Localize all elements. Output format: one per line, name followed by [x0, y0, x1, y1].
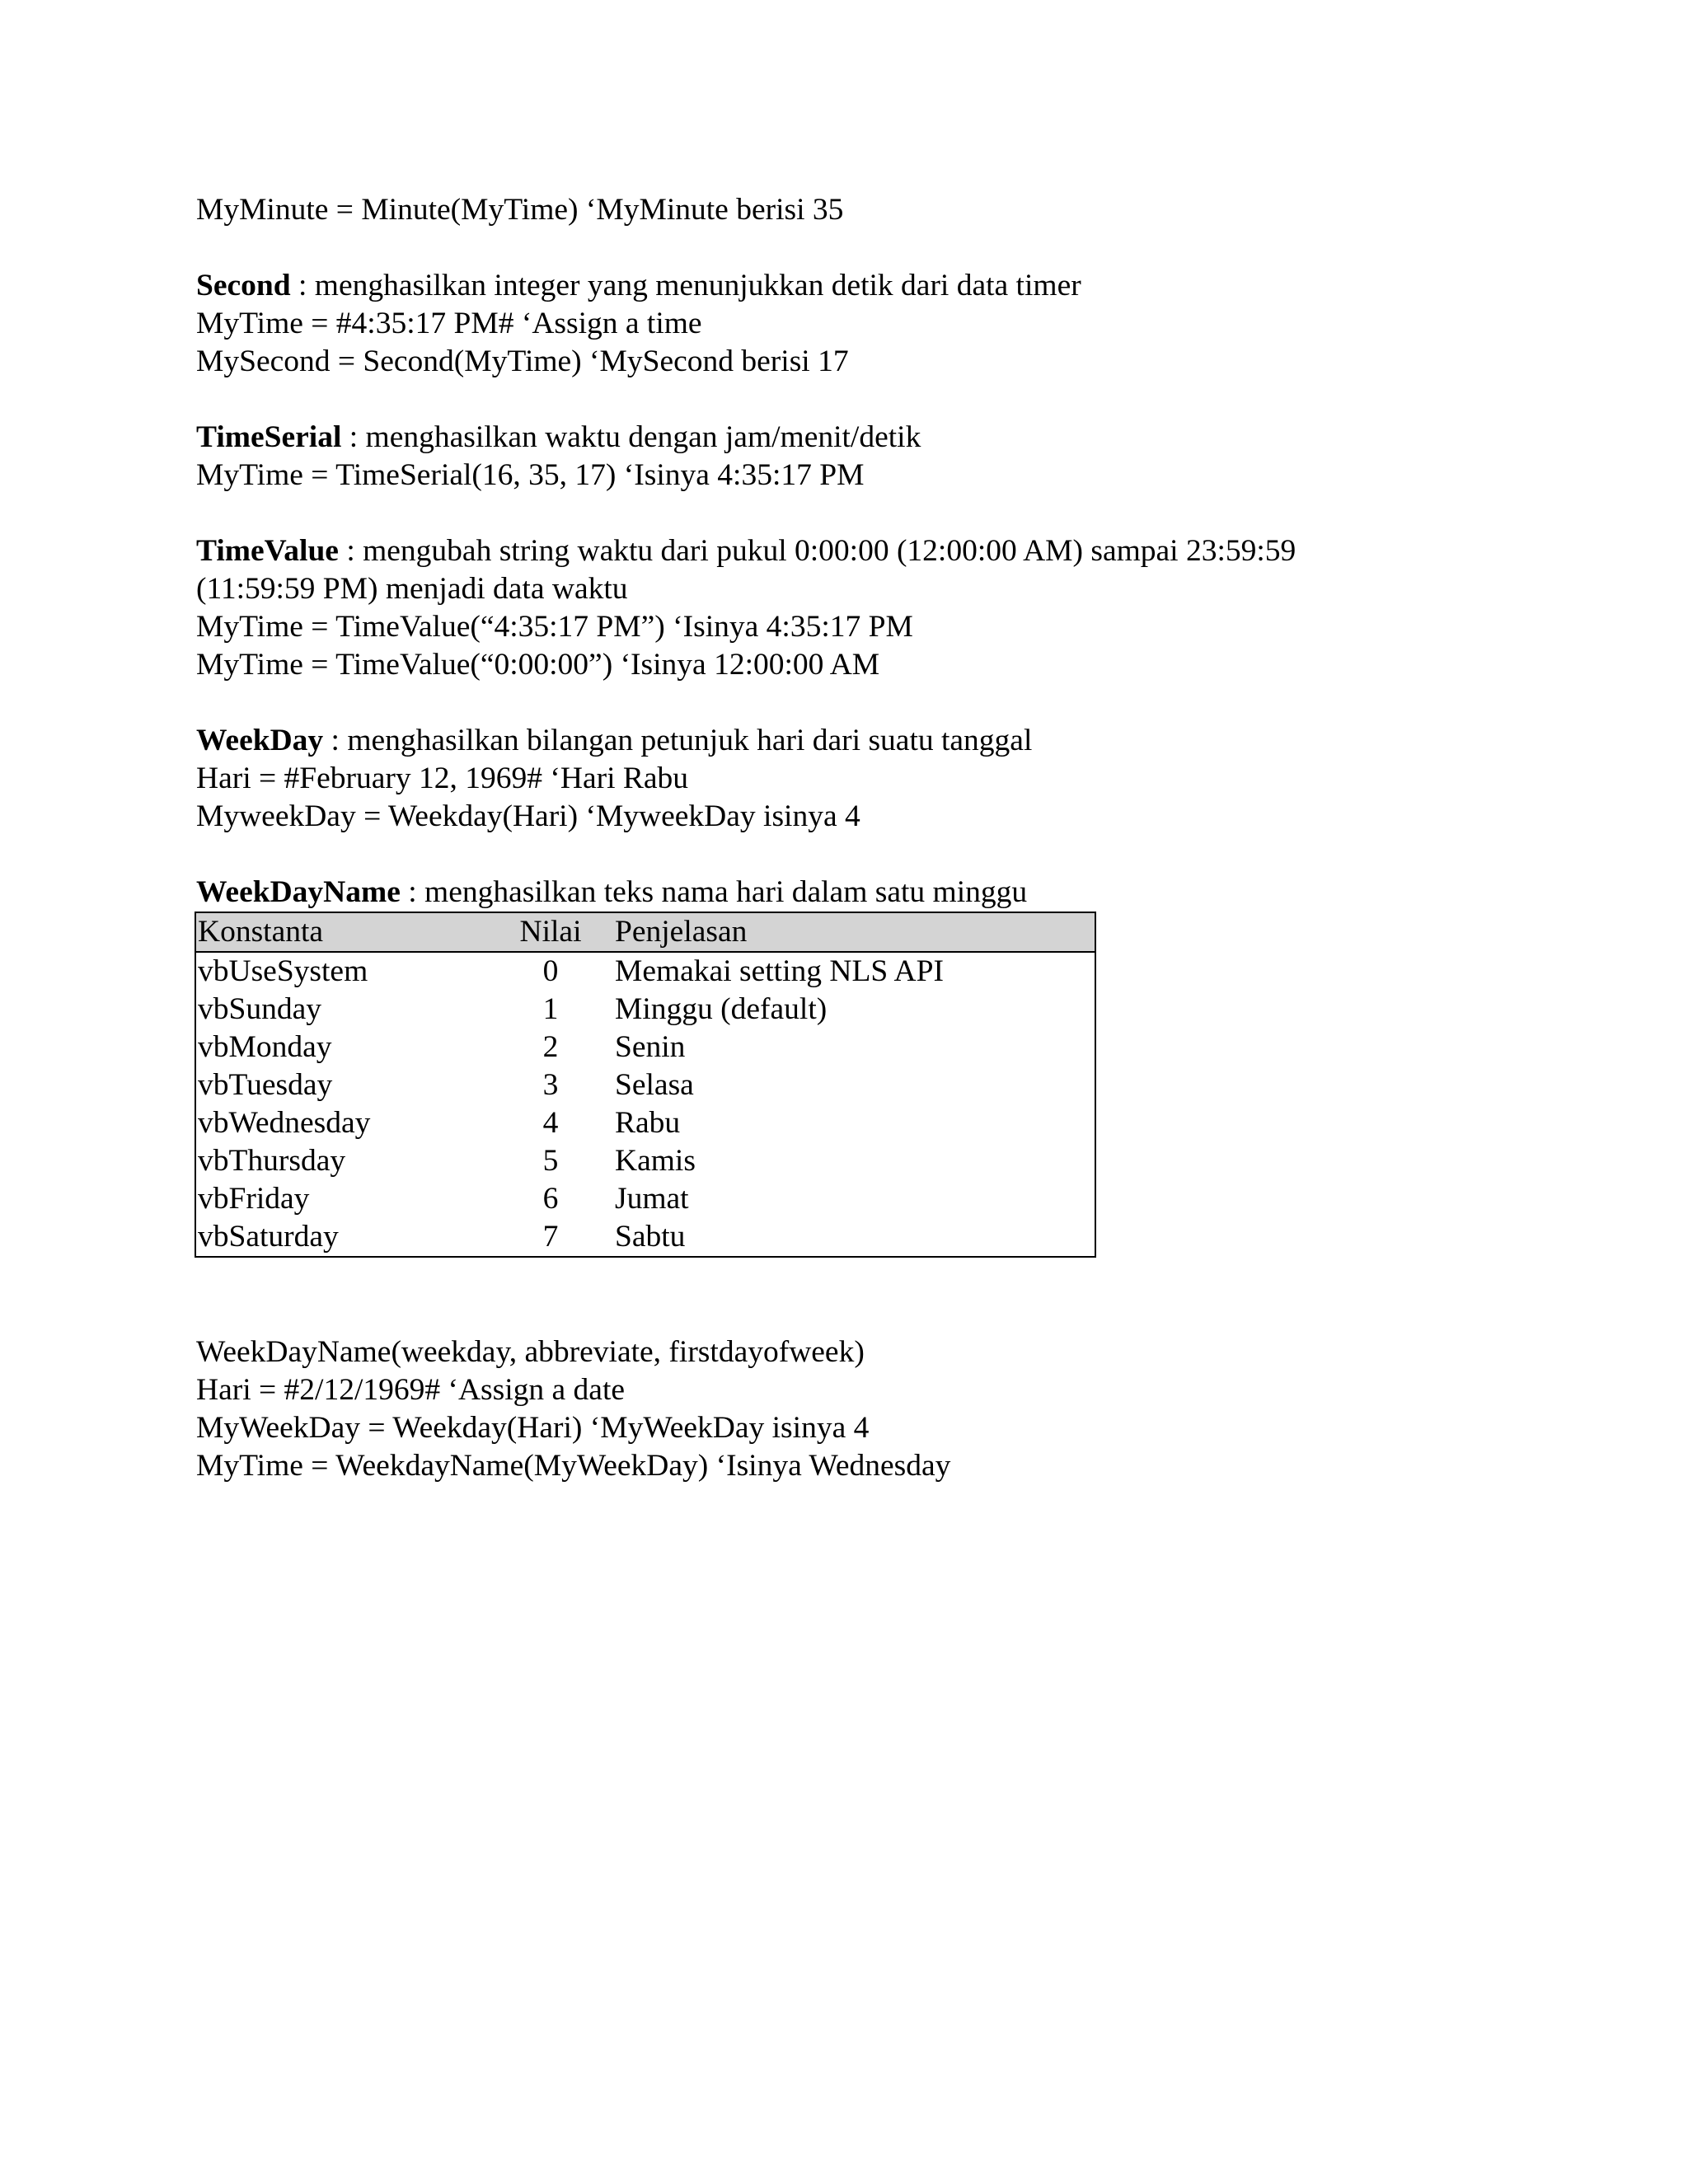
weekdayname-example-1: Hari = #2/12/1969# ‘Assign a date	[196, 1373, 626, 1407]
header-penjelasan: Penjelasan	[615, 915, 748, 949]
timeserial-example: MyTime = TimeSerial(16, 35, 17) ‘Isinya 4:35:17 PM	[196, 458, 865, 492]
spacer	[196, 494, 1515, 532]
table-header-row	[195, 912, 1095, 952]
cell-konstanta: vbTuesday	[198, 1068, 333, 1102]
cell-konstanta: vbWednesday	[198, 1106, 371, 1140]
spacer	[196, 381, 1515, 419]
timeserial-definition	[196, 419, 1515, 457]
cell-penjelasan: Sabtu	[615, 1220, 686, 1254]
cell-nilai: 2	[542, 1030, 559, 1064]
table-row	[195, 952, 1095, 991]
timevalue-example-2: MyTime = TimeValue(“0:00:00”) ‘Isinya 12:00:00 AM	[196, 648, 880, 682]
timevalue-example-1: MyTime = TimeValue(“4:35:17 PM”) ‘Isinya 4:35:17 PM	[196, 610, 913, 644]
timevalue-definition	[196, 532, 1515, 570]
second-term: Second	[196, 269, 291, 302]
cell-konstanta: vbThursday	[198, 1144, 346, 1178]
weekdayname-term: WeekDayName	[196, 875, 401, 909]
weekday-definition	[196, 722, 1515, 760]
timevalue-description: : mengubah string waktu dari pukul 0:00:00 (12:00:00 AM) sampai 23:59:59	[338, 534, 1296, 568]
timeserial-term: TimeSerial	[196, 420, 342, 454]
table-row	[195, 991, 1095, 1029]
spacer	[196, 836, 1515, 874]
weekdayname-example-3: MyTime = WeekdayName(MyWeekDay) ‘Isinya Wednesday	[196, 1449, 951, 1483]
cell-konstanta: vbFriday	[198, 1182, 310, 1216]
cell-konstanta: vbSunday	[198, 992, 321, 1026]
timevalue-description-cont: (11:59:59 PM) menjadi data waktu	[196, 572, 628, 606]
spacer	[196, 1258, 1515, 1333]
cell-penjelasan: Rabu	[615, 1106, 681, 1140]
weekdayname-description: : menghasilkan teks nama hari dalam satu minggu	[400, 875, 1028, 909]
weekdayname-example-2: MyWeekDay = Weekday(Hari) ‘MyWeekDay isinya 4	[196, 1411, 870, 1445]
second-example-2: MySecond = Second(MyTime) ‘MySecond berisi 17	[196, 344, 849, 378]
timevalue-term: TimeValue	[196, 534, 339, 568]
table-row	[195, 1066, 1095, 1104]
weekday-constants-table	[195, 912, 1096, 1258]
document-page	[196, 191, 1515, 1485]
cell-penjelasan: Selasa	[615, 1068, 694, 1102]
table-row	[195, 1142, 1095, 1180]
cell-konstanta: vbSaturday	[198, 1220, 339, 1254]
cell-nilai: 4	[542, 1106, 559, 1140]
cell-konstanta: vbMonday	[198, 1030, 332, 1064]
cell-penjelasan: Senin	[615, 1030, 686, 1064]
myminute-example: MyMinute = Minute(MyTime) ‘MyMinute berisi 35	[196, 193, 844, 227]
cell-penjelasan: Jumat	[615, 1182, 689, 1216]
weekdayname-definition	[196, 874, 1515, 912]
cell-konstanta: vbUseSystem	[198, 954, 368, 988]
table-row	[195, 1218, 1095, 1257]
weekday-description: : menghasilkan bilangan petunjuk hari dari suatu tanggal	[323, 724, 1033, 757]
cell-nilai: 3	[542, 1068, 559, 1102]
second-definition	[196, 267, 1515, 305]
second-description: : menghasilkan integer yang menunjukkan detik dari data timer	[290, 269, 1081, 302]
weekday-example-2: MyweekDay = Weekday(Hari) ‘MyweekDay isinya 4	[196, 799, 860, 833]
header-nilai: Nilai	[519, 915, 582, 949]
cell-nilai: 1	[542, 992, 559, 1026]
cell-nilai: 6	[542, 1182, 559, 1216]
cell-penjelasan: Memakai setting NLS API	[615, 954, 944, 988]
cell-nilai: 5	[542, 1144, 559, 1178]
weekdayname-syntax: WeekDayName(weekday, abbreviate, firstdayofweek)	[196, 1335, 865, 1369]
table-row	[195, 1104, 1095, 1142]
timeserial-description: : menghasilkan waktu dengan jam/menit/detik	[341, 420, 921, 454]
weekday-example-1: Hari = #February 12, 1969# ‘Hari Rabu	[196, 762, 689, 795]
weekday-term: WeekDay	[196, 724, 324, 757]
cell-penjelasan: Minggu (default)	[615, 992, 828, 1026]
table-row	[195, 1180, 1095, 1218]
cell-nilai: 7	[542, 1220, 559, 1254]
cell-nilai: 0	[542, 954, 559, 988]
spacer	[196, 684, 1515, 722]
second-example-1: MyTime = #4:35:17 PM# ‘Assign a time	[196, 307, 702, 340]
header-konstanta: Konstanta	[198, 915, 324, 949]
cell-penjelasan: Kamis	[615, 1144, 696, 1178]
spacer	[196, 229, 1515, 267]
table-row	[195, 1029, 1095, 1066]
